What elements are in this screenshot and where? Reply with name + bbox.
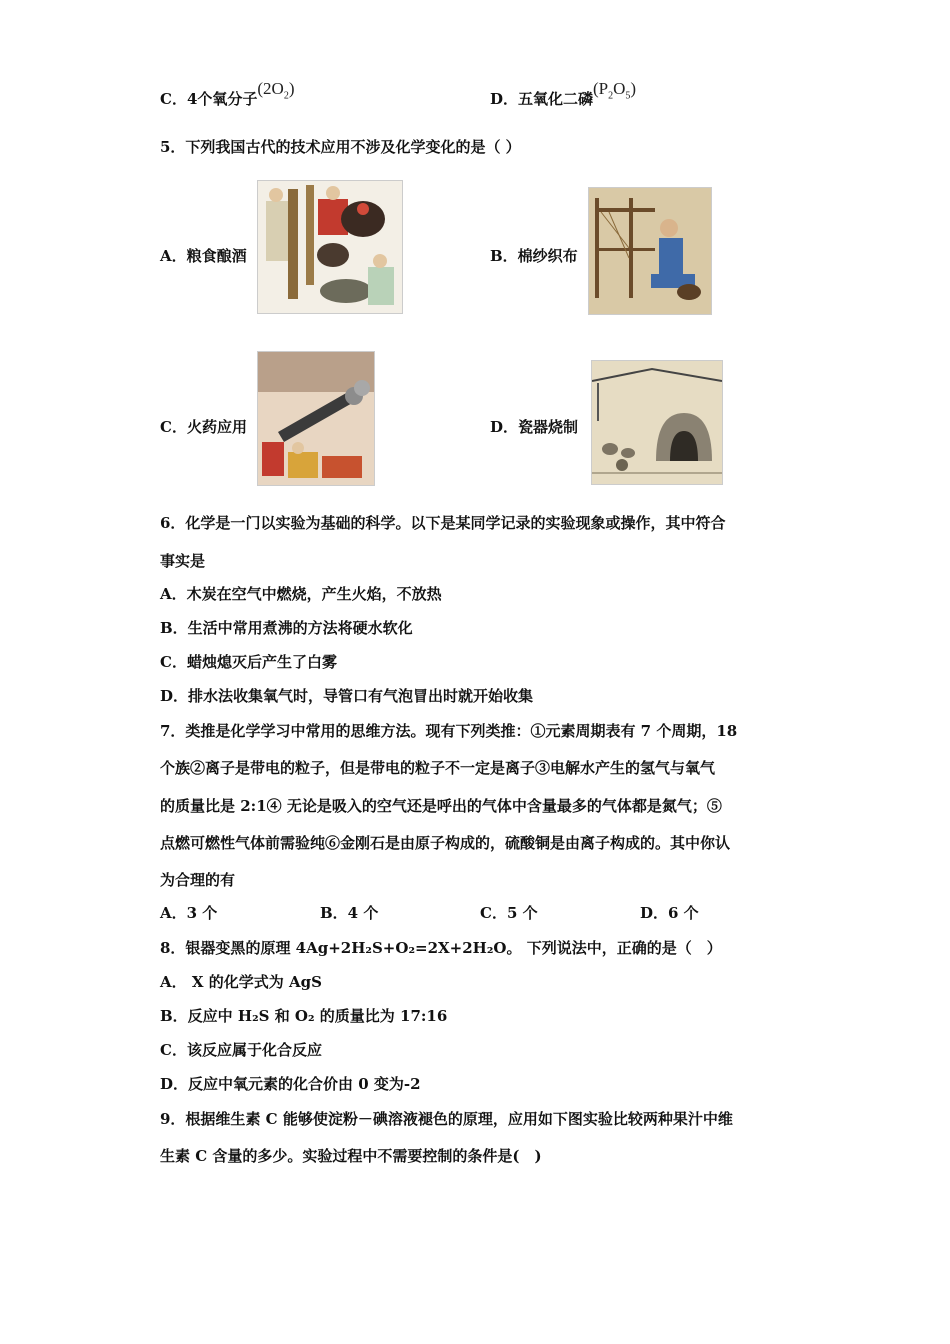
q5-option-d: D．瓷器烧制 bbox=[490, 418, 579, 436]
q6-stem-line-1: 6．化学是一门以实验为基础的科学。以下是某同学记录的实验现象或操作，其中符合 bbox=[160, 514, 726, 532]
q6-stem-line-2: 事实是 bbox=[160, 552, 206, 570]
q7-option-b: B．4 个 bbox=[320, 904, 379, 922]
q7-stem-line-5: 为合理的有 bbox=[160, 871, 236, 889]
q7-stem-line-1: 7．类推是化学学习中常用的思维方法。现有下列类推：①元素周期表有 7 个周期，18 bbox=[160, 722, 738, 740]
q6-option-c: C．蜡烛熄灭后产生了白雾 bbox=[160, 653, 337, 671]
q4-option-d-label: D．五氧化二磷 bbox=[490, 90, 594, 108]
q8-option-a: A． X 的化学式为 AgS bbox=[160, 973, 322, 991]
q7-option-d: D．6 个 bbox=[640, 904, 699, 922]
q4-option-c bbox=[160, 79, 295, 111]
q5-image-gunpowder bbox=[257, 351, 375, 486]
q5-stem: 5．下列我国古代的技术应用不涉及化学变化的是（ ） bbox=[160, 138, 521, 156]
q8-option-b: B．反应中 H₂S 和 O₂ 的质量比为 17:16 bbox=[160, 1007, 448, 1025]
q5-image-porcelain-firing bbox=[591, 360, 723, 485]
q7-option-c: C．5 个 bbox=[480, 904, 538, 922]
q6-option-b: B．生活中常用煮沸的方法将硬水软化 bbox=[160, 619, 413, 637]
q4-option-d-formula: $(P_2O_5)$ bbox=[593, 79, 637, 102]
q4-option-d bbox=[490, 79, 637, 111]
q5-image-wine-brewing bbox=[257, 180, 403, 314]
q7-stem-line-2: 个族②离子是带电的粒子，但是带电的粒子不一定是离子③电解水产生的氢气与氧气 bbox=[160, 759, 716, 777]
q8-stem: 8．银器变黑的原理 4Ag+2H₂S+O₂=2X+2H₂O。 下列说法中，正确的是（ ） bbox=[160, 939, 722, 957]
q5-image-cotton-weaving bbox=[588, 187, 712, 315]
q4-option-c-label: C．4个氧分子 bbox=[160, 90, 258, 108]
q4-option-c-formula: $(2O_2)$ bbox=[257, 79, 295, 102]
q5-option-c: C．火药应用 bbox=[160, 418, 247, 436]
q7-option-a: A．3 个 bbox=[160, 904, 218, 922]
q7-stem-line-4: 点燃可燃性气体前需验纯⑥金刚石是由原子构成的，硫酸铜是由离子构成的。其中你认 bbox=[160, 834, 731, 852]
q7-stem-line-3: 的质量比是 2:1④ 无论是吸入的空气还是呼出的气体中含量最多的气体都是氮气；⑤ bbox=[160, 797, 722, 815]
q9-stem-line-2: 生素 C 含量的多少。实验过程中不需要控制的条件是( ) bbox=[160, 1147, 542, 1165]
q6-option-a: A．木炭在空气中燃烧，产生火焰，不放热 bbox=[160, 585, 442, 603]
q6-option-d: D．排水法收集氧气时，导管口有气泡冒出时就开始收集 bbox=[160, 687, 534, 705]
q5-option-a: A．粮食酿酒 bbox=[160, 247, 247, 265]
q5-option-b: B．棉纱织布 bbox=[490, 247, 578, 265]
q7-options bbox=[160, 902, 800, 923]
q8-option-c: C．该反应属于化合反应 bbox=[160, 1041, 322, 1059]
q8-option-d: D．反应中氧元素的化合价由 0 变为-2 bbox=[160, 1075, 421, 1093]
q9-stem-line-1: 9．根据维生素 C 能够使淀粉－碘溶液褪色的原理，应用如下图实验比较两种果汁中维 bbox=[160, 1110, 733, 1128]
